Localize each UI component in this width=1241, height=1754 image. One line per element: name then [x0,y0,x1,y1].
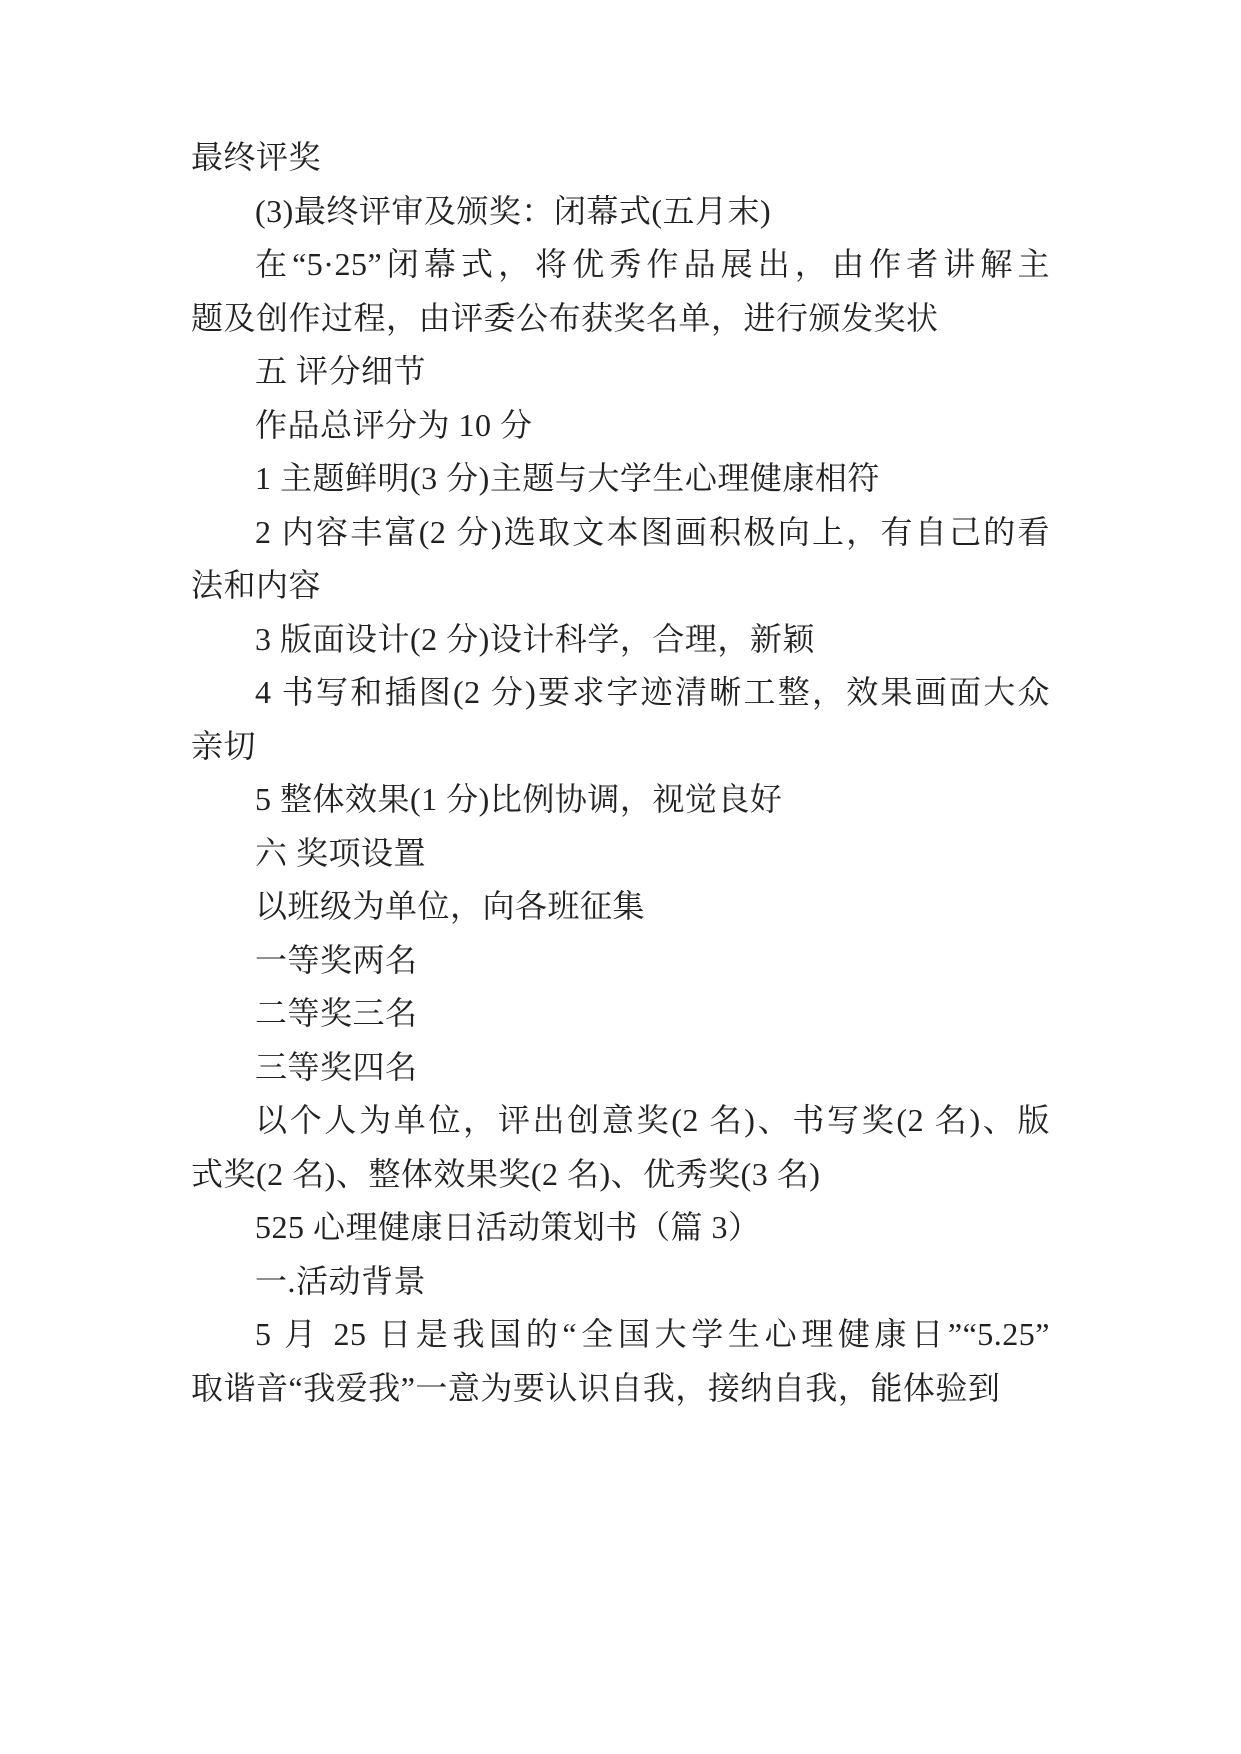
document-line: 5 月 25 日是我国的“全国大学生心理健康日”“5.25” [255,1316,1050,1352]
document-body [191,131,1050,1415]
document-line: 以个人为单位，评出创意奖(2 名)、书写奖(2 名)、版 [255,1102,1050,1138]
document-line: 以班级为单位，向各班征集 [255,888,646,924]
document-line: 525 心理健康日活动策划书（篇 3） [255,1209,761,1245]
document-line: 五 评分细节 [255,353,427,389]
document-line: 法和内容 [191,567,322,603]
document-line: 式奖(2 名)、整体效果奖(2 名)、优秀奖(3 名) [191,1155,821,1192]
document-line: 题及创作过程，由评委公布获奖名单，进行颁发奖状 [191,299,939,336]
document-line: 三等奖四名 [255,1048,418,1085]
document-line: (3)最终评审及颁奖：闭幕式(五月末) [255,192,772,229]
document-line: 最终评奖 [191,139,322,175]
document-line: 3 版面设计(2 分)设计科学，合理，新颖 [255,620,815,657]
document-line: 取谐音“我爱我”一意为要认识自我，接纳自我，能体验到 [191,1369,1001,1406]
document-line: 一.活动背景 [255,1262,427,1299]
document-line: 一等奖两名 [255,941,418,978]
document-line: 作品总评分为 10 分 [255,406,533,443]
document-line: 六 奖项设置 [255,834,427,871]
document-line: 二等奖三名 [255,995,418,1031]
document-line: 亲切 [191,727,257,764]
document-line: 在“5·25”闭幕式，将优秀作品展出，由作者讲解主 [255,246,1050,282]
document-line: 2 内容丰富(2 分)选取文本图画积极向上，有自己的看 [255,513,1050,550]
document-line: 1 主题鲜明(3 分)主题与大学生心理健康相符 [255,460,880,496]
document-line: 4 书写和插图(2 分)要求字迹清晰工整，效果画面大众 [255,674,1050,710]
document-line: 5 整体效果(1 分)比例协调，视觉良好 [255,781,783,817]
